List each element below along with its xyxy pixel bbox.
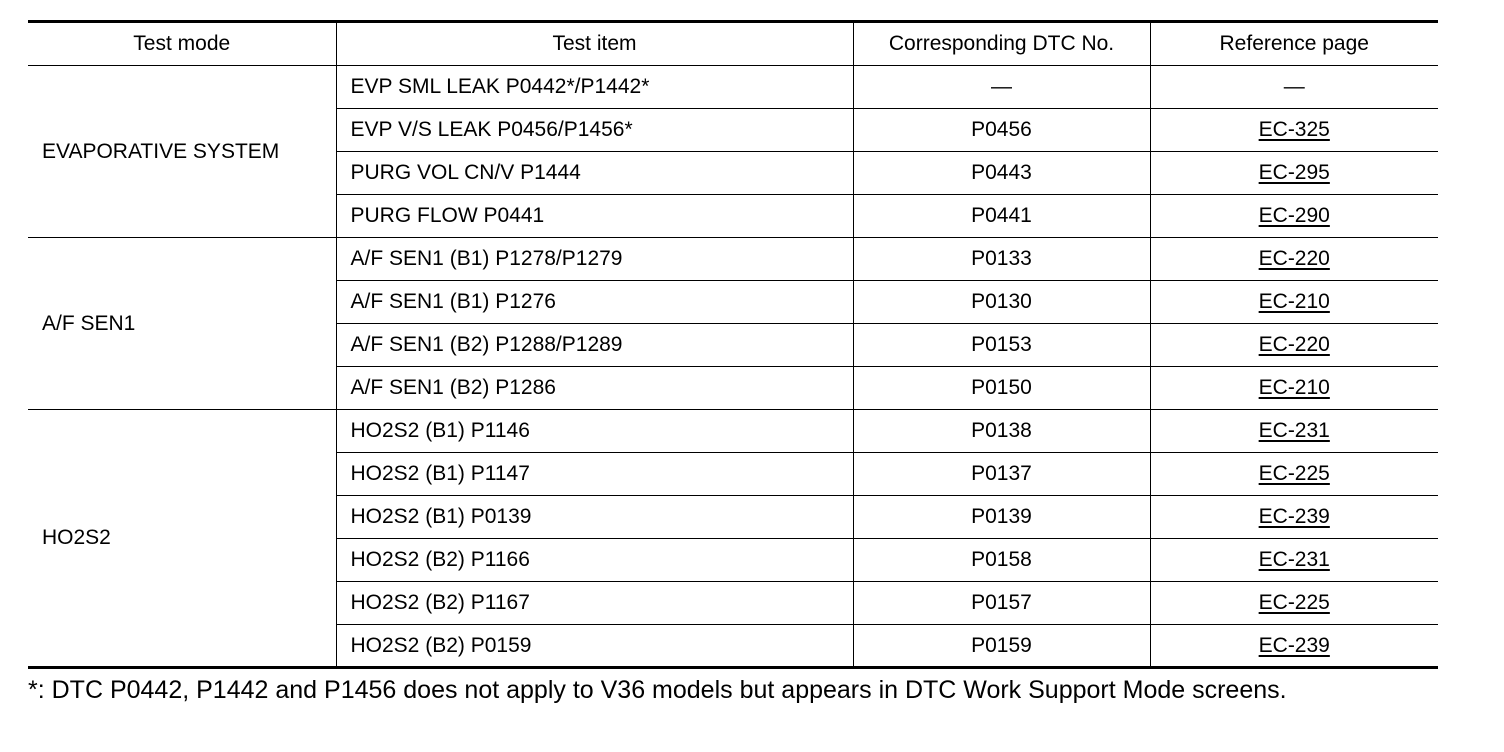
- header-row: [28, 22, 1438, 66]
- test-item-cell: HO2S2 (B1) P0139: [336, 496, 853, 539]
- reference-link[interactable]: EC-220: [1258, 247, 1330, 270]
- reference-cell: [1150, 539, 1438, 582]
- reference-link[interactable]: EC-239: [1258, 633, 1330, 657]
- document: [28, 20, 1438, 706]
- dtc-cell: P0441: [853, 195, 1150, 238]
- dtc-cell: P0150: [853, 367, 1150, 410]
- test-item-cell: PURG VOL CN/V P1444: [336, 152, 853, 195]
- header-test-mode: Test mode: [28, 22, 336, 66]
- group-evaporative-system: [28, 66, 1438, 238]
- header-dtc-no: Corresponding DTC No.: [853, 22, 1150, 66]
- reference-cell: [1150, 324, 1438, 367]
- group-af-sen1: [28, 238, 1438, 410]
- dtc-cell: P0456: [853, 109, 1150, 152]
- group-ho2s2: [28, 410, 1438, 668]
- reference-cell: [1150, 66, 1438, 109]
- test-item-cell: A/F SEN1 (B2) P1286: [336, 367, 853, 410]
- test-item-cell: HO2S2 (B2) P1166: [336, 539, 853, 582]
- reference-cell: [1150, 152, 1438, 195]
- reference-link[interactable]: EC-210: [1258, 290, 1330, 313]
- reference-cell: [1150, 582, 1438, 625]
- reference-link[interactable]: EC-231: [1258, 419, 1330, 442]
- dtc-cell: P0158: [853, 539, 1150, 582]
- header-test-item: Test item: [336, 22, 853, 66]
- table-row: [28, 410, 1438, 453]
- reference-cell: [1150, 195, 1438, 238]
- test-mode-cell: HO2S2: [28, 410, 336, 668]
- dtc-cell: P0139: [853, 496, 1150, 539]
- reference-cell: [1150, 496, 1438, 539]
- dtc-cell: —: [853, 66, 1150, 109]
- test-item-cell: HO2S2 (B2) P1167: [336, 582, 853, 625]
- reference-link[interactable]: EC-220: [1258, 333, 1330, 356]
- dtc-cell: P0443: [853, 152, 1150, 195]
- dtc-cell: P0137: [853, 453, 1150, 496]
- reference-cell: [1150, 109, 1438, 152]
- test-item-cell: HO2S2 (B1) P1146: [336, 410, 853, 453]
- test-item-cell: HO2S2 (B2) P0159: [336, 625, 853, 668]
- reference-link[interactable]: EC-225: [1258, 462, 1330, 485]
- reference-link[interactable]: EC-239: [1258, 505, 1330, 528]
- dtc-cell: P0157: [853, 582, 1150, 625]
- table-row: [28, 238, 1438, 281]
- dtc-cell: P0153: [853, 324, 1150, 367]
- reference-cell: [1150, 367, 1438, 410]
- table-header: [28, 22, 1438, 66]
- reference-cell: [1150, 238, 1438, 281]
- dtc-cell: P0130: [853, 281, 1150, 324]
- reference-cell: [1150, 281, 1438, 324]
- reference-text: —: [1283, 75, 1305, 98]
- reference-link[interactable]: EC-325: [1258, 118, 1330, 141]
- table-row: [28, 66, 1438, 109]
- reference-cell: [1150, 625, 1438, 668]
- test-item-cell: A/F SEN1 (B1) P1276: [336, 281, 853, 324]
- reference-cell: [1150, 453, 1438, 496]
- test-item-cell: A/F SEN1 (B2) P1288/P1289: [336, 324, 853, 367]
- header-reference-page: Reference page: [1150, 22, 1438, 66]
- dtc-cell: P0138: [853, 410, 1150, 453]
- reference-cell: [1150, 410, 1438, 453]
- dtc-test-mode-table: [28, 20, 1438, 669]
- test-item-cell: EVP SML LEAK P0442*/P1442*: [336, 66, 853, 109]
- reference-link[interactable]: EC-225: [1258, 591, 1330, 614]
- dtc-cell: P0159: [853, 625, 1150, 668]
- test-item-cell: PURG FLOW P0441: [336, 195, 853, 238]
- test-mode-cell: A/F SEN1: [28, 238, 336, 410]
- reference-link[interactable]: EC-210: [1258, 376, 1330, 399]
- dtc-cell: P0133: [853, 238, 1150, 281]
- test-item-cell: HO2S2 (B1) P1147: [336, 453, 853, 496]
- reference-link[interactable]: EC-295: [1258, 161, 1330, 184]
- test-mode-cell: EVAPORATIVE SYSTEM: [28, 66, 336, 238]
- footnote: *: DTC P0442, P1442 and P1456 does not apply to V36 models but appears in DTC Work Support Mode screens.: [28, 676, 1287, 704]
- test-item-cell: A/F SEN1 (B1) P1278/P1279: [336, 238, 853, 281]
- test-item-cell: EVP V/S LEAK P0456/P1456*: [336, 109, 853, 152]
- reference-link[interactable]: EC-290: [1258, 204, 1330, 227]
- reference-link[interactable]: EC-231: [1258, 548, 1330, 571]
